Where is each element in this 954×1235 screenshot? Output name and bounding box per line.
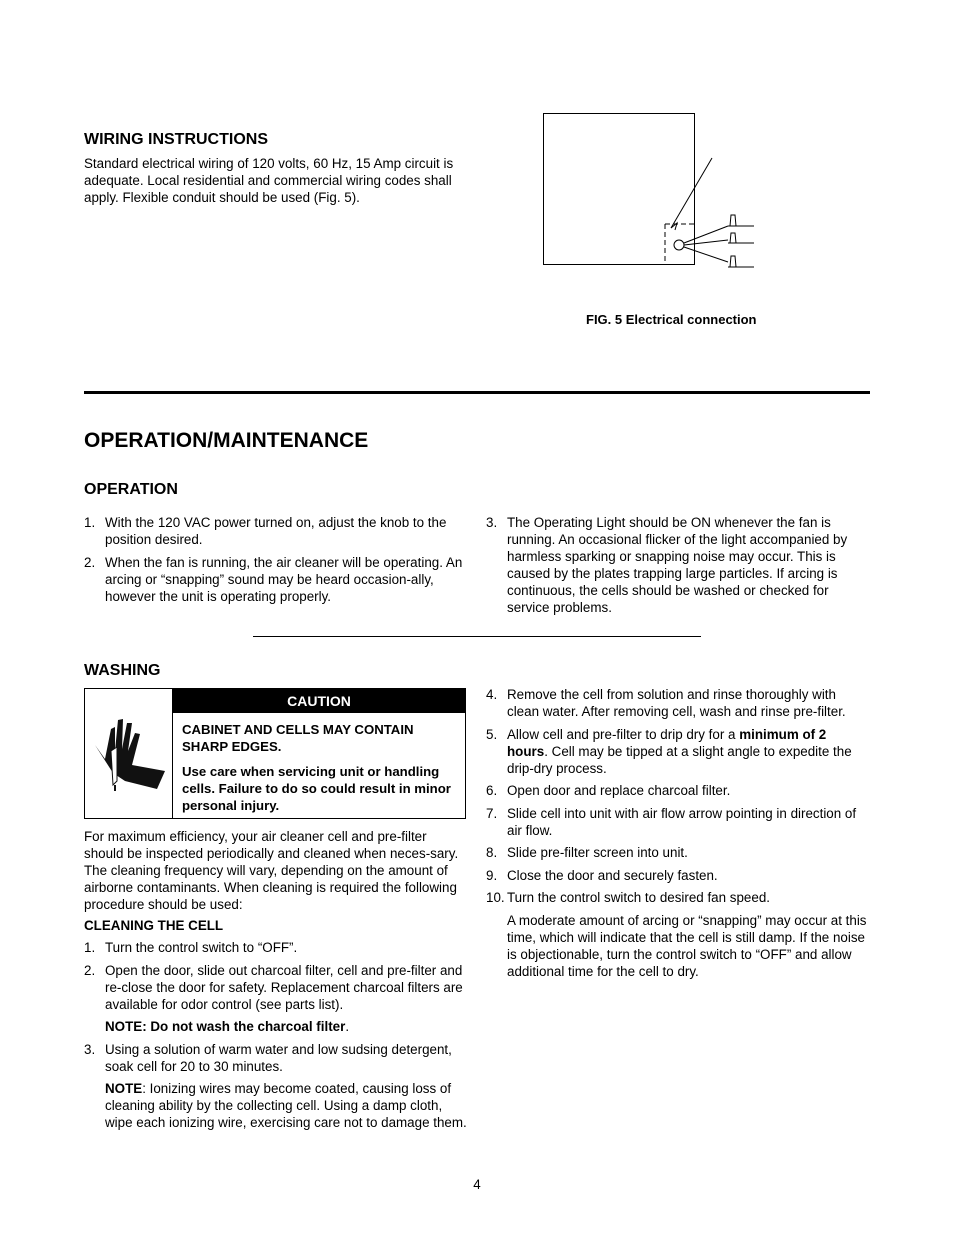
list-item: 8. Slide pre-filter screen into unit. <box>486 845 688 860</box>
list-item: 4. Remove the cell from solution and rinse thoroughly with clean water. After removing cell, wash and rinse pre-filter. <box>486 687 846 719</box>
washing-right-column <box>486 686 870 985</box>
note-arcing: A moderate amount of arcing or “snapping” may occur at this time, which will indicate that the cell is still damp. If the noise is objectionable, turn the control switch to “OFF” and allow additional time for the cell to dry. <box>507 912 867 979</box>
list-item: 2. Open the door, slide out charcoal filter, cell and pre-filter and re-close the door for safety. Replacement charcoal filters are available for odor control (see parts list). <box>84 962 463 1012</box>
operation-list-left <box>84 514 474 610</box>
list-item: 3. The Operating Light should be ON whenever the fan is running. An occasional flicker of the light accompanied by harmless sparking or snapping noise may occur. This is caused by the plates trapping large particles. If arcing is continuous, the cells should be washed or checked for service problems. <box>486 515 848 615</box>
subsection-divider <box>253 636 701 637</box>
list-item: 6. Open door and replace charcoal filter. <box>486 783 731 798</box>
note-charcoal: NOTE: Do not wash the charcoal filter. <box>105 1019 350 1034</box>
note-ionizing: NOTE: Ionizing wires may become coated, causing loss of cleaning ability by the collecting cell. Using a damp cloth, wipe each ionizing wire, exercising care not to damage them. <box>105 1081 467 1130</box>
caution-title: CAUTION <box>173 689 465 713</box>
washing-left-column <box>84 828 468 1137</box>
operation-list-right <box>486 514 870 622</box>
list-item: 1. Turn the control switch to “OFF”. <box>84 940 298 955</box>
wiring-text: Standard electrical wiring of 120 volts, 60 Hz, 15 Amp circuit is adequate. Local residential and commercial wiring codes shall apply. Flexible conduit should be used (Fig. 5). <box>84 156 454 205</box>
list-item: 3. Using a solution of warm water and low sudsing detergent, soak cell for 20 to 30 minutes. <box>84 1041 452 1074</box>
list-item: 1. With the 120 VAC power turned on, adjust the knob to the position desired. <box>84 515 447 547</box>
page-number: 4 <box>473 1177 481 1192</box>
list-item: 7. Slide cell into unit with air flow arrow pointing in direction of air flow. <box>486 805 857 838</box>
operation-heading: OPERATION <box>84 481 178 498</box>
list-item: 2. When the fan is running, the air cleaner will be operating. An arcing or “snapping” sound may be heard occasion-ally, however the unit is operating properly. <box>84 554 463 604</box>
list-item: 5. Allow cell and pre-filter to drip dry for a minimum of 2 hours. Cell may be tipped at a slight angle to expedite the drip-dry process. <box>486 726 852 776</box>
caution-line-1: CABINET AND CELLS MAY CONTAIN SHARP EDGES. <box>182 722 414 754</box>
electrical-connection-figure <box>540 110 760 275</box>
cleaning-subheading: CLEANING THE CELL <box>84 918 224 933</box>
section-divider <box>84 391 870 394</box>
list-item: 9. Close the door and securely fasten. <box>486 867 718 883</box>
washing-intro: For maximum efficiency, your air cleaner cell and pre-filter should be inspected periodically and cleaned when neces-sary. The cleaning frequency will vary, depending on the amount of airborne contaminants. When cleaning is required the following procedure should be used: <box>84 829 459 912</box>
caution-line-2: Use care when servicing unit or handling cells. Failure to do so could result in minor personal injury. <box>182 764 451 813</box>
wiring-heading: WIRING INSTRUCTIONS <box>84 131 268 148</box>
figure-caption: FIG. 5 Electrical connection <box>586 312 757 327</box>
operation-maintenance-heading: OPERATION/MAINTENANCE <box>84 429 369 452</box>
washing-heading: WASHING <box>84 662 161 679</box>
list-item: 10. Turn the control switch to desired fan speed. <box>486 890 770 905</box>
hand-cut-warning-icon <box>85 689 171 817</box>
caution-box <box>84 688 466 819</box>
